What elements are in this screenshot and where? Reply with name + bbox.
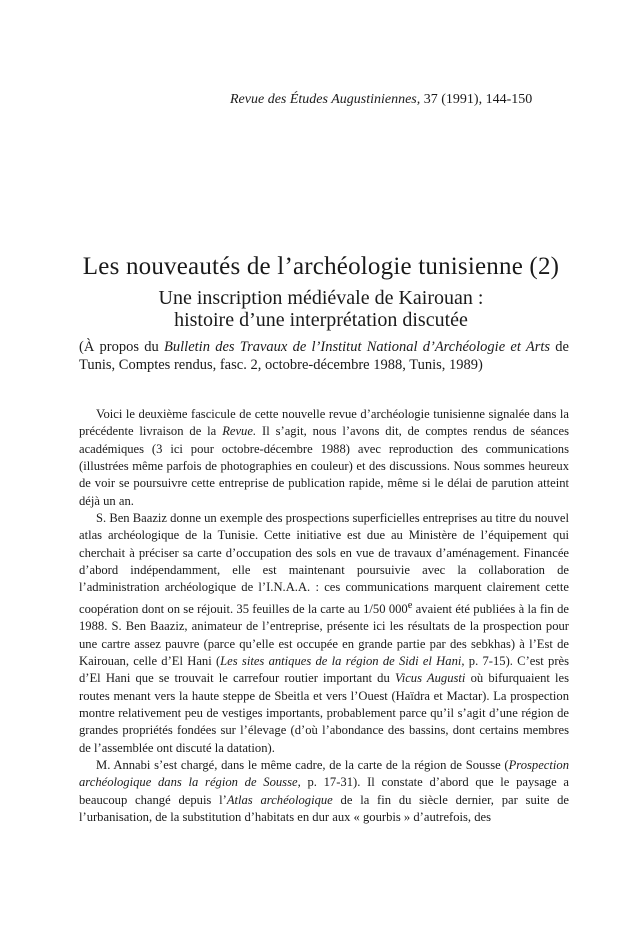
apropos-bulletin-title: Bulletin des Travaux de l’Institut National d’Archéologie et Arts xyxy=(164,339,551,355)
paragraph-2-text-b: avaient été publiées à la fin de 1988. S. Ben Baaziz, animateur de l’entreprise, présente ici les résultats de la prospection pour une cartre assez pauvre (parce qu’elle est occupée en grande partie par des sebkhas) à l’Est de Kairouan, celle d’El Hani ( xyxy=(79,601,569,668)
journal-name: Revue des Études Augustiniennes, xyxy=(230,92,421,107)
paragraph-2-vicus: Vicus Augusti xyxy=(394,671,466,686)
paragraph-3 xyxy=(79,757,569,826)
paragraph-2-text-d: où bifurquaient les routes menant vers la haute steppe de Sbeitla et vers l’Ouest (Haïdra et Mactar). La prospection montre relativement peu de vestiges importants, probablement parce qu’il s’agit d’une région de grandes propriétés fondées sur l’élevage (d’où l’abondance des bassins, dont certains membres de l’assemblée ont discuté la datation). xyxy=(79,671,570,755)
paragraph-2-text-a: S. Ben Baaziz donne un exemple des prospections superficielles entreprises au titre du nouvel atlas archéologique de la Tunisie. Cette initiative est due au Ministère de l’équipement qui cherchait à préciser sa carte d’occupation des sols en vue de travaux d’aménagement. Financée d’abord indépendamment, elle est maintenant poursuivie avec la collaboration de l’administration archéologique de l’I.N.A.A. : ces communications marquent clairement cette coopération dont on se réjouit. 35 feuilles de la carte au 1/50 000 xyxy=(79,511,569,616)
paragraph-1 xyxy=(79,406,569,510)
article-subtitle-line2: histoire d’une interprétation discutée xyxy=(174,309,468,331)
paragraph-3-atlas-title: Atlas archéologique xyxy=(226,792,333,807)
paragraph-3-text-c: de la fin du siècle dernier, par suite de l’urbanisation, de la substitution d’habitats en dur aux « gourbis » d’autrefois, des xyxy=(79,792,569,825)
apropos-note xyxy=(79,338,569,374)
paragraph-1-text-b: Il s’agit, nous l’avons dit, de comptes rendus de séances académiques (3 ici pour octobre-décembre 1988) avec reproduction des communications (illustrées même parfois de photographies en couleur) et des discussions. Nous sommes heureux de voir se poursuivre cette entreprise de publication rapide, même si le délai de parution atteint déjà un an. xyxy=(79,424,569,508)
paragraph-3-text-a: M. Annabi s’est chargé, dans le même cadre, de la carte de la région de Sousse ( xyxy=(96,758,509,773)
paragraph-2-superscript: e xyxy=(407,599,413,611)
paragraph-1-text-a: Voici le deuxième fascicule de cette nouvelle revue d’archéologie tunisienne signalée dans la précédente livraison de la xyxy=(79,407,569,439)
paragraph-2-sites-title: Les sites antiques de la région de Sidi el Hani, xyxy=(220,654,465,668)
paragraph-2 xyxy=(79,510,569,757)
article-title: Les nouveautés de l’archéologie tunisienne (2) xyxy=(82,253,560,280)
paragraph-3-prospection-title: Prospection archéologique dans la région de Sousse, xyxy=(79,758,569,790)
apropos-prefix: (À propos du xyxy=(79,339,165,355)
running-head xyxy=(230,92,610,108)
paragraph-1-revue: Revue. xyxy=(222,424,257,439)
journal-citation: 37 (1991), 144-150 xyxy=(423,92,533,107)
paragraph-2-text-c: p. 7-15). C’est près d’El Hani que se trouvait le carrefour routier important du xyxy=(79,654,569,686)
apropos-suffix: de Tunis, Comptes rendus, fasc. 2, octobre-décembre 1988, Tunis, 1989) xyxy=(79,339,569,373)
article-body xyxy=(79,406,569,826)
paragraph-3-text-b: p. 17-31). Il constate d’abord que le paysage a beaucoup changé depuis l’ xyxy=(79,775,569,807)
article-subtitle-line1: Une inscription médiévale de Kairouan : xyxy=(158,287,484,309)
